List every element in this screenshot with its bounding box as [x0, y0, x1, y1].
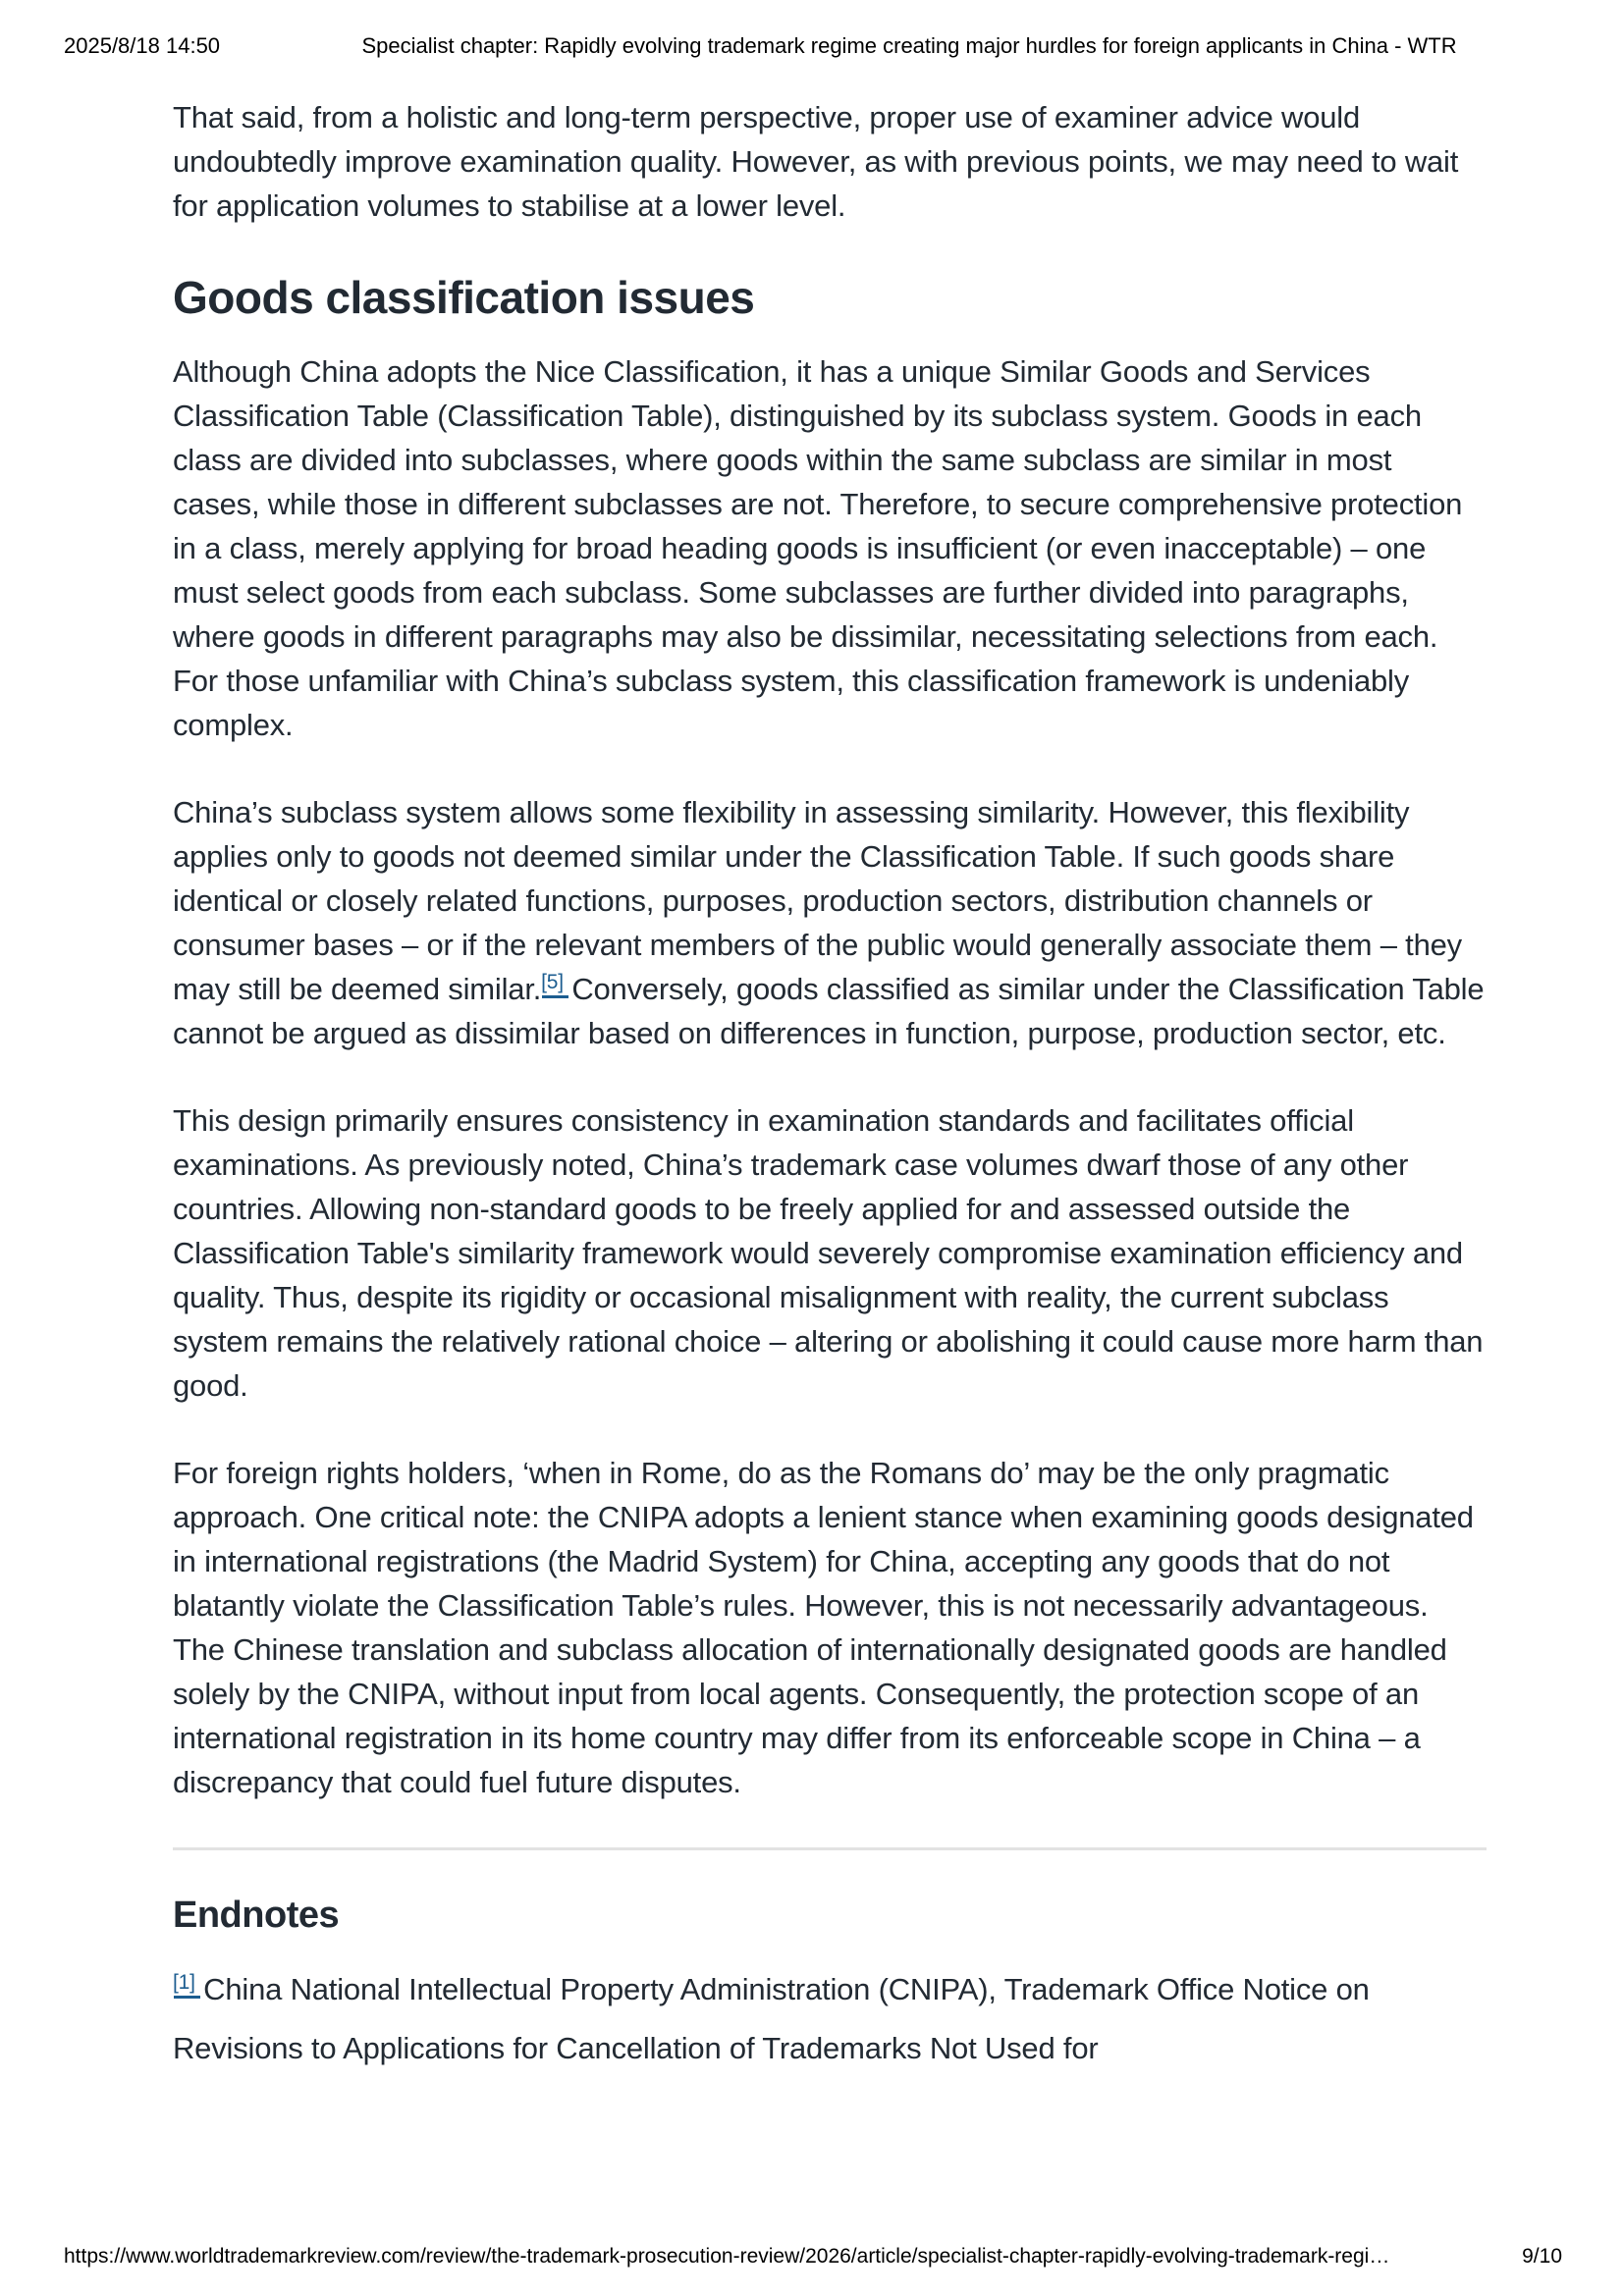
endnote-1-marker-sup: [1]: [173, 1970, 195, 1994]
section-divider: [173, 1847, 1487, 1850]
print-header: [64, 33, 1559, 59]
paragraph-flexibility-text-after: Conversely, goods classified as similar under the Classification Table cannot be argued as dissimilar based on differences in function, purpose, production sector, etc.: [173, 972, 1485, 1050]
section-heading: Goods classification issues: [173, 272, 755, 323]
endnote-1-text: China National Intellectual Property Administration (CNIPA), Trademark Office Notice on Revisions to Applications for Cancellation of Trademarks Not Used for: [173, 1972, 1370, 2065]
paragraph-flexibility: [173, 790, 1487, 1055]
paragraph-foreign-holders: For foreign rights holders, ‘when in Rome, do as the Romans do’ may be the only pragmatic approach. One critical note: the CNIPA adopts a lenient stance when examining goods designated in international registrations (the Madrid System) for China, accepting any goods that do not blatantly violate the Classification Table’s rules. However, this is not necessarily advantageous. The Chinese translation and subclass allocation of internationally designated goods are handled solely by the CNIPA, without input from local agents. Consequently, the protection scope of an international registration in its home country may differ from its enforceable scope in China – a discrepancy that could fuel future disputes.: [173, 1456, 1474, 1799]
footer-page-number: 9/10: [1522, 2245, 1562, 2268]
paragraph-flexibility-text-before: China’s subclass system allows some flexibility in assessing similarity. However, this flexibility applies only to goods not deemed similar under the Classification Table. If such goods share identical or closely related functions, purposes, production sectors, distribution channels or consumer bases – or if the relevant members of the public would generally associate them – they may still be deemed similar.: [173, 795, 1462, 1006]
header-document-title: Specialist chapter: Rapidly evolving trademark regime creating major hurdles for foreign applicants in China - WTR: [361, 33, 1457, 58]
endnote-ref-5-sup: [5]: [541, 970, 564, 993]
article-content: [173, 95, 1487, 2078]
endnote-1: [173, 1960, 1487, 2078]
print-footer: [64, 2245, 1562, 2269]
header-datetime: 2025/8/18 14:50: [64, 33, 221, 58]
endnotes-heading: Endnotes: [173, 1895, 340, 1936]
paragraph-classification: Although China adopts the Nice Classification, it has a unique Similar Goods and Services Classification Table (Classification Table), distinguished by its subclass system. Goods in each class are divided into subclasses, where goods within the same subclass are similar in most cases, while those in different subclasses are not. Therefore, to secure comprehensive protection in a class, merely applying for broad heading goods is insufficient (or even inacceptable) – one must select goods from each subclass. Some subclasses are further divided into paragraphs, where goods in different paragraphs may also be dissimilar, necessitating selections from each. For those unfamiliar with China’s subclass system, this classification framework is undeniably complex.: [173, 354, 1463, 742]
footer-url: https://www.worldtrademarkreview.com/review/the-trademark-prosecution-review/2026/article/specialist-chapter-rapidly-evolving-trademark-regi…: [64, 2245, 1390, 2268]
paragraph-design: This design primarily ensures consistency in examination standards and facilitates official examinations. As previously noted, China’s trademark case volumes dwarf those of any other countries. Allowing non-standard goods to be freely applied for and assessed outside the Classification Table's similarity framework would severely compromise examination efficiency and quality. Thus, despite its rigidity or occasional misalignment with reality, the current subclass system remains the relatively rational choice – altering or abolishing it could cause more harm than good.: [173, 1103, 1484, 1403]
paragraph-intro: That said, from a holistic and long-term perspective, proper use of examiner advice would undoubtedly improve examination quality. However, as with previous points, we may need to wait for application volumes to stabilise at a lower level.: [173, 100, 1459, 223]
